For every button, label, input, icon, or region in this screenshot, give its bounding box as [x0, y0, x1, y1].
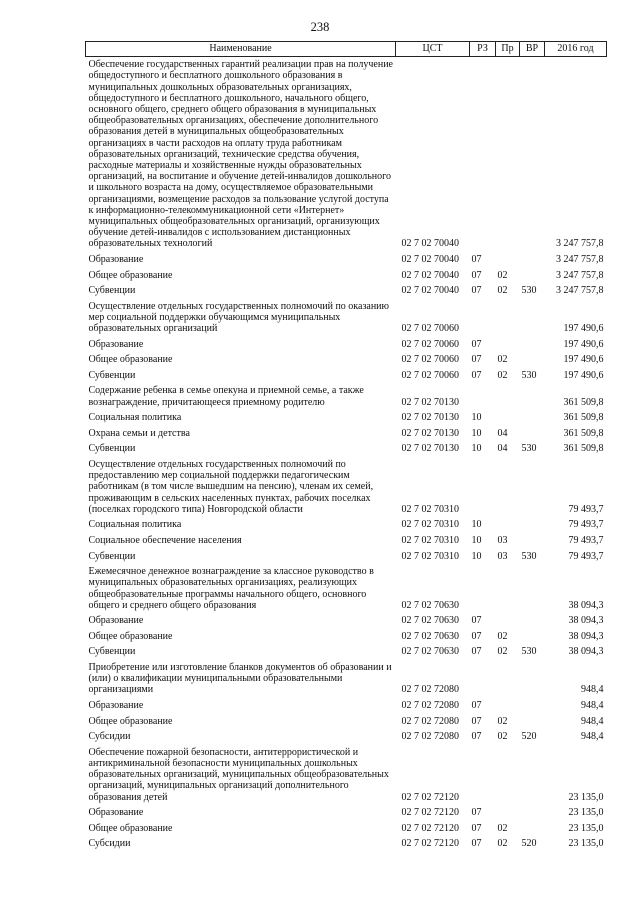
table-row: [86, 613, 607, 629]
cell-amount: 23 135,0: [568, 807, 604, 819]
cell-pr: [496, 252, 520, 268]
cell-amount: 3 247 757,8: [556, 238, 604, 250]
header-vr: ВР: [520, 42, 545, 57]
cell-vr: [520, 252, 545, 268]
cell-amount: 948,4: [581, 700, 604, 712]
cell-name: Субвенции: [88, 369, 136, 381]
table-row: [86, 368, 607, 384]
cell-vr: [520, 533, 545, 549]
cell-amount: 38 094,3: [568, 630, 604, 642]
cell-rz: 07: [471, 285, 482, 297]
cell-name: Субвенции: [88, 550, 136, 562]
table-row: [86, 745, 607, 805]
cell-rz: 07: [471, 369, 482, 381]
cell-name: Образование: [88, 615, 144, 627]
header-name: Наименование: [86, 42, 396, 57]
cell-amount: 197 490,6: [563, 338, 604, 350]
cell-amount: 197 490,6: [563, 323, 604, 335]
table-row: [86, 729, 607, 745]
cell-pr: [496, 410, 520, 426]
table-row: [86, 383, 607, 410]
cell-amount: 361 509,8: [563, 443, 604, 455]
cell-rz: 07: [471, 646, 482, 658]
cell-vr: [520, 352, 545, 368]
table-row: [86, 564, 607, 613]
table-row: [86, 57, 607, 252]
cell-rz: 07: [471, 715, 482, 727]
cell-name: Содержание ребенка в семье опекуна и приемной семье, а также вознаграждение, причитающееся приемному родителю: [88, 385, 364, 408]
table-row: [86, 299, 607, 337]
cell-name: Общее образование: [88, 822, 173, 834]
cell-name: Обеспечение пожарной безопасности, антитеррористической и антикриминальной безопасности муниципальных дошкольных образовательных организаций, муниципальных общеобразовательных организаций, муниципальных организаций дополнительного образования детей: [88, 746, 389, 803]
cell-pr: 04: [497, 443, 508, 455]
cell-vr: [520, 698, 545, 714]
cell-vr: [520, 745, 545, 805]
cell-vr: [520, 517, 545, 533]
cell-name: Осуществление отдельных государственных полномочий по предоставлению мер социальной поддержки педагогическим работникам (в том числе вышедшим на пенсию), членам их семей, проживающим в сельских населенных пунктах, рабочих поселках (поселках городского типа) Новгородской области: [88, 458, 374, 515]
cell-amount: 79 493,7: [568, 503, 604, 515]
cell-cst: 02 7 02 70130: [401, 396, 459, 408]
cell-amount: 38 094,3: [568, 646, 604, 658]
cell-rz: [470, 745, 496, 805]
table-row: [86, 283, 607, 299]
cell-pr: [496, 383, 520, 410]
cell-pr: 04: [497, 427, 508, 439]
cell-name: Образование: [88, 700, 144, 712]
cell-amount: 79 493,7: [568, 519, 604, 531]
table-header-row: [86, 42, 607, 57]
cell-amount: 38 094,3: [568, 615, 604, 627]
cell-vr: [520, 713, 545, 729]
cell-vr: 520: [521, 838, 537, 850]
cell-vr: 520: [521, 731, 537, 743]
cell-rz: 07: [471, 615, 482, 627]
table-row: [86, 517, 607, 533]
cell-name: Социальная политика: [88, 412, 182, 424]
cell-name: Социальное обеспечение населения: [88, 534, 242, 546]
header-cst: ЦСТ: [396, 42, 470, 57]
cell-pr: 02: [497, 731, 508, 743]
cell-cst: 02 7 02 70040: [401, 269, 459, 281]
cell-pr: 03: [497, 534, 508, 546]
cell-pr: [496, 517, 520, 533]
cell-pr: 03: [497, 550, 508, 562]
cell-pr: 02: [497, 369, 508, 381]
table-row: [86, 821, 607, 837]
cell-pr: [496, 805, 520, 821]
cell-name: Обеспечение государственных гарантий реализации прав на получение общедоступного и бесплатного дошкольного образования в муниципальных дошкольных образовательных организациях, общедоступного и бесплатного дошкольного, начального общего, основного общего, среднего общего образования в муниципальных общеобразовательных организациях, обеспечение дополнительного образования детей в муниципальных общеобразовательных организациях в части расходов на оплату труда работникам образовательных организаций, технические средства обучения, расходные материалы и хозяйственные нужды образовательных организаций, на воспитание и обучение детей-инвалидов дошкольного и школьного возраста на дому, осуществляемое образовательными организациями, возмещение расходов за пользование услугой доступа к информационно-телекоммуникационной сети «Интернет» муниципальных общеобразовательных организаций, организующих обучение детей-инвалидов с использованием дистанционных образовательных технологий: [88, 59, 393, 250]
cell-vr: 530: [521, 285, 537, 297]
table-row: [86, 252, 607, 268]
table-row: [86, 836, 607, 852]
cell-name: Образование: [88, 254, 144, 266]
cell-name: Осуществление отдельных государственных полномочий по оказанию мер социальной поддержки обучающимся муниципальных образовательных организаций: [88, 300, 390, 335]
cell-rz: 07: [471, 838, 482, 850]
cell-rz: 10: [471, 534, 482, 546]
cell-name: Охрана семьи и детства: [88, 427, 190, 439]
cell-cst: 02 7 02 72120: [401, 838, 459, 850]
cell-pr: 02: [497, 269, 508, 281]
cell-rz: 10: [471, 443, 482, 455]
cell-cst: 02 7 02 70060: [401, 369, 459, 381]
cell-amount: 948,4: [581, 731, 604, 743]
cell-amount: 3 247 757,8: [556, 285, 604, 297]
cell-rz: 07: [471, 731, 482, 743]
cell-cst: 02 7 02 70630: [401, 599, 459, 611]
cell-vr: 530: [521, 646, 537, 658]
header-rz: РЗ: [470, 42, 496, 57]
cell-amount: 361 509,8: [563, 427, 604, 439]
cell-rz: 10: [471, 519, 482, 531]
cell-cst: 02 7 02 70130: [401, 412, 459, 424]
cell-name: Ежемесячное денежное вознаграждение за классное руководство в муниципальных образовательных организациях, реализующих общеобразовательные программы начального общего, основного общего и среднего общего образования: [88, 566, 374, 611]
cell-pr: [496, 299, 520, 337]
cell-amount: 197 490,6: [563, 369, 604, 381]
cell-name: Образование: [88, 807, 144, 819]
cell-vr: [520, 299, 545, 337]
cell-vr: [520, 629, 545, 645]
cell-cst: 02 7 02 70630: [401, 615, 459, 627]
cell-pr: 02: [497, 838, 508, 850]
page-number: 238: [310, 20, 330, 34]
cell-amount: 361 509,8: [563, 412, 604, 424]
cell-cst: 02 7 02 70310: [401, 519, 459, 531]
cell-pr: [496, 57, 520, 252]
cell-cst: 02 7 02 70060: [401, 338, 459, 350]
table-row: [86, 441, 607, 457]
cell-pr: [496, 337, 520, 353]
cell-name: Субвенции: [88, 646, 136, 658]
cell-vr: 530: [521, 550, 537, 562]
cell-rz: 07: [471, 354, 482, 366]
cell-pr: [496, 745, 520, 805]
cell-amount: 23 135,0: [568, 791, 604, 803]
table-row: [86, 533, 607, 549]
cell-amount: 79 493,7: [568, 534, 604, 546]
cell-amount: 79 493,7: [568, 550, 604, 562]
cell-vr: 530: [521, 443, 537, 455]
table-row: [86, 644, 607, 660]
cell-vr: [520, 383, 545, 410]
cell-name: Субвенции: [88, 285, 136, 297]
cell-amount: 197 490,6: [563, 354, 604, 366]
cell-cst: 02 7 02 70310: [401, 534, 459, 546]
cell-pr: 02: [497, 822, 508, 834]
cell-cst: 02 7 02 72120: [401, 791, 459, 803]
cell-pr: 02: [497, 285, 508, 297]
table-row: [86, 698, 607, 714]
cell-cst: 02 7 02 70130: [401, 443, 459, 455]
table-row: [86, 337, 607, 353]
cell-pr: [496, 457, 520, 517]
cell-pr: 02: [497, 354, 508, 366]
cell-rz: [470, 383, 496, 410]
cell-pr: [496, 660, 520, 698]
table-row: [86, 805, 607, 821]
header-pr: Пр: [496, 42, 520, 57]
cell-vr: [520, 613, 545, 629]
cell-rz: [470, 299, 496, 337]
cell-cst: 02 7 02 70060: [401, 323, 459, 335]
cell-pr: [496, 613, 520, 629]
table-row: [86, 660, 607, 698]
cell-name: Субсидии: [88, 731, 131, 743]
cell-pr: 02: [497, 630, 508, 642]
cell-rz: 07: [471, 630, 482, 642]
cell-rz: 07: [471, 700, 482, 712]
cell-vr: [520, 410, 545, 426]
cell-rz: 07: [471, 807, 482, 819]
cell-cst: 02 7 02 72080: [401, 715, 459, 727]
cell-cst: 02 7 02 70310: [401, 550, 459, 562]
cell-rz: 07: [471, 269, 482, 281]
cell-amount: 23 135,0: [568, 838, 604, 850]
cell-cst: 02 7 02 70040: [401, 238, 459, 250]
cell-amount: 948,4: [581, 715, 604, 727]
cell-pr: [496, 698, 520, 714]
cell-vr: [520, 564, 545, 613]
cell-name: Общее образование: [88, 269, 173, 281]
cell-name: Образование: [88, 338, 144, 350]
table-row: [86, 713, 607, 729]
cell-amount: 38 094,3: [568, 599, 604, 611]
table-row: [86, 629, 607, 645]
table-row: [86, 426, 607, 442]
table-row: [86, 410, 607, 426]
cell-rz: [470, 660, 496, 698]
cell-amount: 3 247 757,8: [556, 254, 604, 266]
cell-rz: 07: [471, 338, 482, 350]
cell-vr: 530: [521, 369, 537, 381]
cell-cst: 02 7 02 72080: [401, 684, 459, 696]
cell-vr: [520, 57, 545, 252]
cell-amount: 23 135,0: [568, 822, 604, 834]
cell-rz: [470, 457, 496, 517]
cell-cst: 02 7 02 70040: [401, 285, 459, 297]
cell-vr: [520, 821, 545, 837]
table-row: [86, 548, 607, 564]
cell-rz: 10: [471, 550, 482, 562]
cell-vr: [520, 660, 545, 698]
cell-cst: 02 7 02 72080: [401, 700, 459, 712]
cell-amount: 3 247 757,8: [556, 269, 604, 281]
cell-pr: 02: [497, 715, 508, 727]
cell-pr: [496, 564, 520, 613]
cell-vr: [520, 267, 545, 283]
cell-cst: 02 7 02 70310: [401, 503, 459, 515]
cell-vr: [520, 426, 545, 442]
cell-rz: [470, 57, 496, 252]
cell-amount: 948,4: [581, 684, 604, 696]
cell-name: Общее образование: [88, 715, 173, 727]
table-row: [86, 457, 607, 517]
cell-name: Субвенции: [88, 443, 136, 455]
cell-vr: [520, 457, 545, 517]
cell-name: Социальная политика: [88, 519, 182, 531]
cell-rz: [470, 564, 496, 613]
cell-rz: 07: [471, 822, 482, 834]
cell-rz: 10: [471, 412, 482, 424]
cell-name: Приобретение или изготовление бланков документов об образовании и (или) о квалификации муниципальными образовательными организациями: [88, 662, 392, 696]
cell-cst: 02 7 02 70060: [401, 354, 459, 366]
cell-cst: 02 7 02 72120: [401, 807, 459, 819]
cell-rz: 10: [471, 427, 482, 439]
cell-name: Общее образование: [88, 354, 173, 366]
cell-rz: 07: [471, 254, 482, 266]
cell-vr: [520, 805, 545, 821]
cell-pr: 02: [497, 646, 508, 658]
cell-cst: 02 7 02 72080: [401, 731, 459, 743]
budget-table: [85, 41, 607, 852]
cell-cst: 02 7 02 72120: [401, 822, 459, 834]
table-row: [86, 267, 607, 283]
cell-cst: 02 7 02 70630: [401, 646, 459, 658]
cell-name: Субсидии: [88, 838, 131, 850]
cell-cst: 02 7 02 70040: [401, 254, 459, 266]
cell-cst: 02 7 02 70630: [401, 630, 459, 642]
cell-name: Общее образование: [88, 630, 173, 642]
cell-vr: [520, 337, 545, 353]
header-year: 2016 год: [545, 42, 607, 57]
cell-amount: 361 509,8: [563, 396, 604, 408]
cell-cst: 02 7 02 70130: [401, 427, 459, 439]
table-row: [86, 352, 607, 368]
